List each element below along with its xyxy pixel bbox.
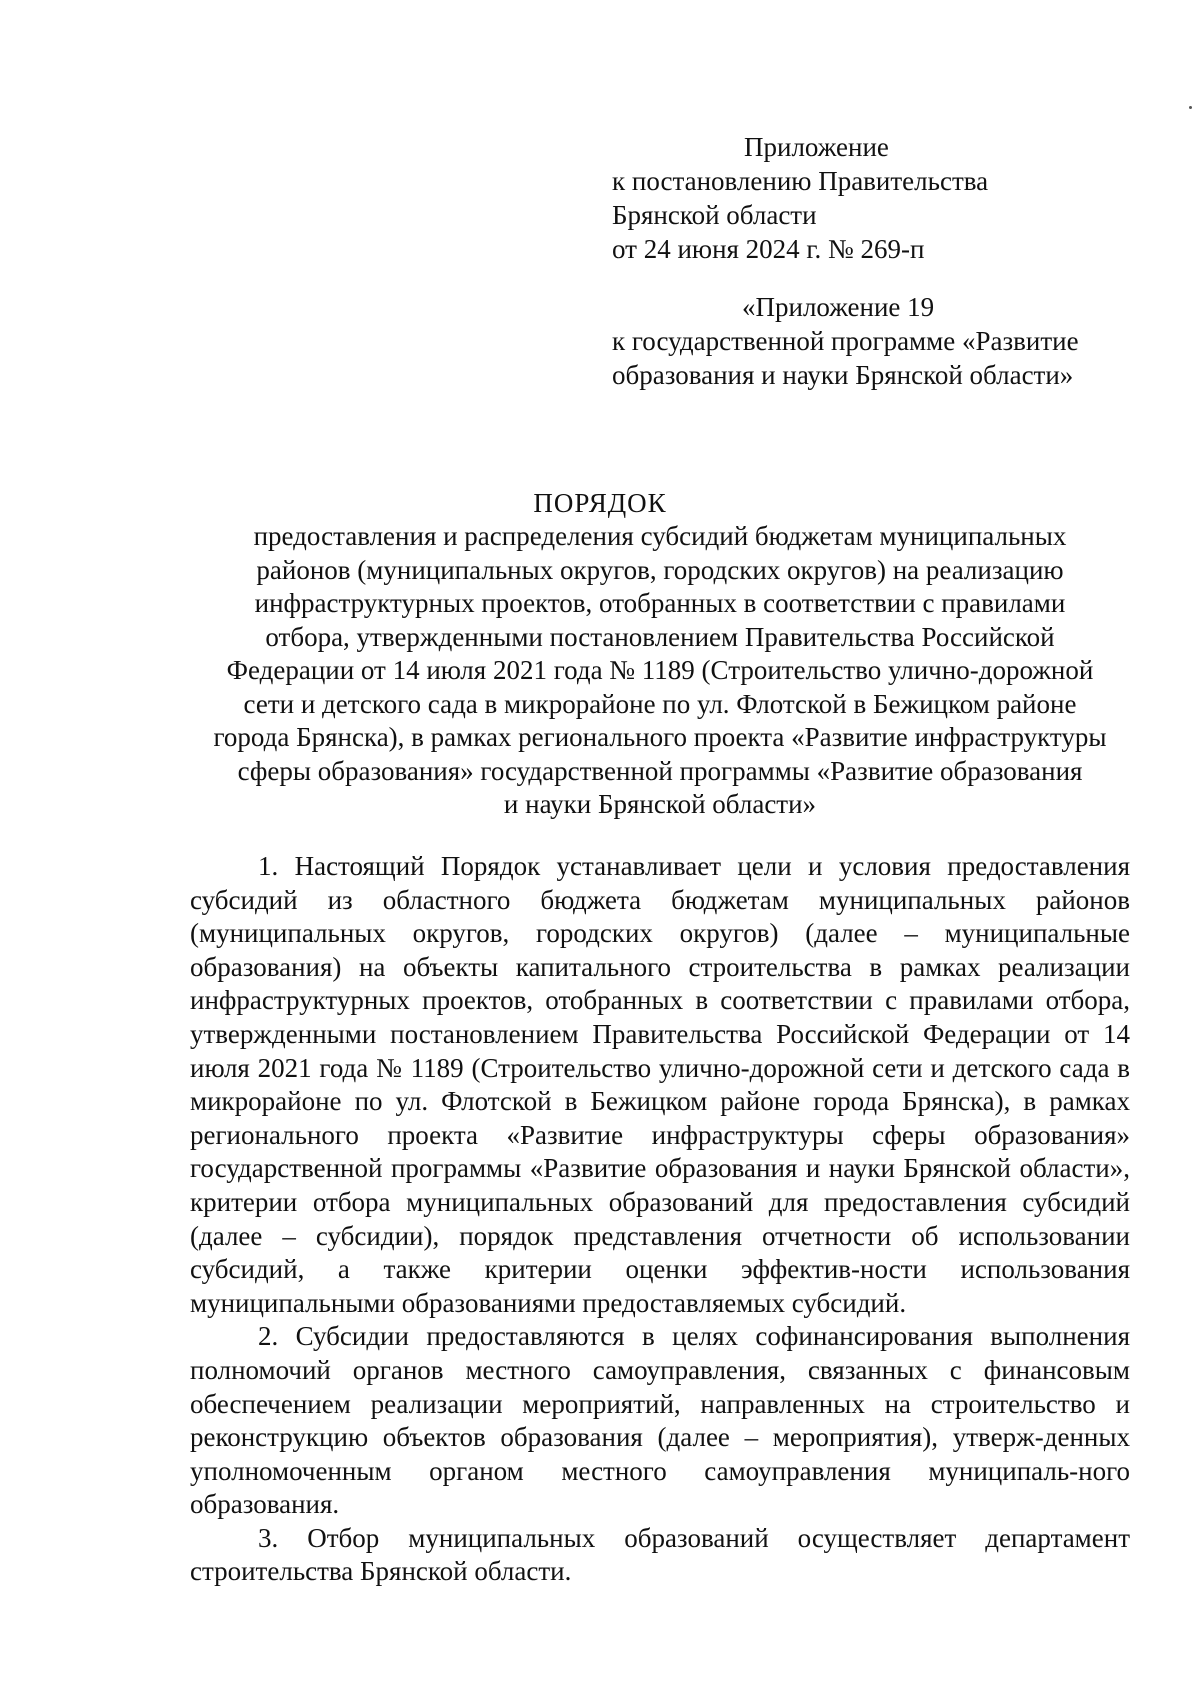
subtitle-line: и науки Брянской области»	[503, 789, 817, 819]
appendix-header	[612, 130, 1172, 266]
subtitle-line: отбора, утвержденными постановлением Правительства Российской	[265, 621, 1055, 652]
document-body	[190, 850, 1130, 1589]
appendix-resolution-ref: к постановлению Правительства	[612, 166, 989, 196]
program-appendix-label: «Приложение 19	[742, 292, 935, 322]
program-appendix-name: образования и науки Брянской области»	[612, 360, 1074, 390]
subtitle-line: города Брянска), в рамках регионального проекта «Развитие инфраструктуры	[213, 722, 1107, 752]
appendix-label: Приложение	[744, 132, 889, 162]
paragraph-1: 1. Настоящий Порядок устанавливает цели и условия предоставления субсидий из областного бюджета бюджетам муниципальных районов (муниципальных округов, городских округов) (далее – муниципальные образования) на объекты капитального строительства в рамках реализации инфраструктурных проектов, отобранных в соответствии с правилами отбора, утвержденными постановлением Правительства Российской Федерации от 14 июля 2021 года № 1189 (Строительство улично-дорожной сети и детского сада в микрорайоне по ул. Флотской в Бежицком районе города Брянска), в рамках регионального проекта «Развитие инфраструктуры сферы образования» государственной программы «Развитие образования и науки Брянской области», критерии отбора муниципальных образований для предоставления субсидий (далее – субсидии), порядок представления отчетности об использовании субсидий, а также критерии оценки эффектив-ности использования муниципальными образованиями предоставляемых субсидий.	[190, 851, 1130, 1318]
subtitle-line: сферы образования» государственной программы «Развитие образования	[237, 755, 1083, 786]
subtitle-line: Федерации от 14 июля 2021 года № 1189 (Строительство улично-дорожной	[226, 655, 1094, 685]
paragraph-3: 3. Отбор муниципальных образований осуществляет департамент строительства Брянской области.	[190, 1522, 1130, 1587]
subtitle-line: сети и детского сада в микрорайоне по ул. Флотской в Бежицком районе	[243, 688, 1077, 719]
document-title: ПОРЯДОК	[533, 488, 667, 518]
program-appendix-ref: к государственной программе «Развитие	[612, 326, 1079, 356]
appendix-region: Брянской области	[612, 200, 817, 230]
scan-speck	[1189, 106, 1192, 109]
document-subtitle	[185, 520, 1135, 822]
paragraph-2: 2. Субсидии предоставляются в целях софинансирования выполнения полномочий органов местного самоуправления, связанных с финансовым обеспечением реализации мероприятий, направленных на строительство и реконструкцию объектов образования (далее – мероприятия), утверж-денных уполномоченным органом местного самоуправления муниципаль-ного образования.	[190, 1321, 1130, 1520]
appendix-date-number: от 24 июня 2024 г. № 269-п	[612, 234, 925, 264]
subtitle-line: районов (муниципальных округов, городских округов) на реализацию	[256, 554, 1064, 585]
subtitle-line: предоставления и распределения субсидий бюджетам муниципальных	[253, 521, 1067, 551]
subtitle-line: инфраструктурных проектов, отобранных в соответствии с правилами	[254, 588, 1066, 618]
program-appendix-header	[612, 290, 1172, 392]
